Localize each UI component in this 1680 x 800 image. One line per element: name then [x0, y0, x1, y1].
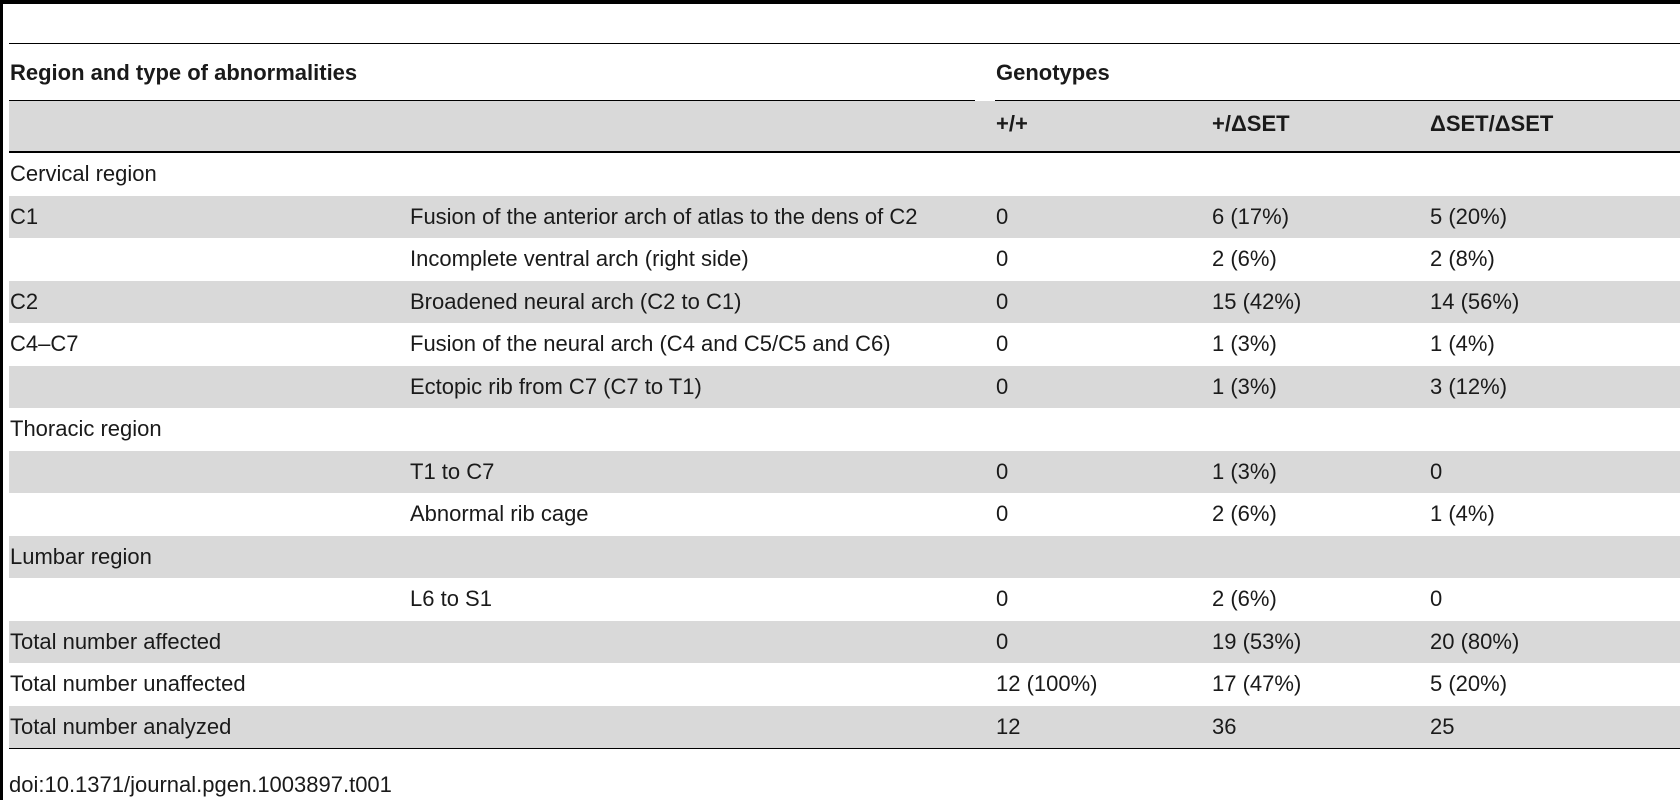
table-row: [9, 366, 1680, 409]
table-row: [9, 706, 1680, 749]
region-cell: C2: [10, 288, 39, 314]
table-row: [9, 493, 1680, 536]
doi-text: doi:10.1371/journal.pgen.1003897.t001: [9, 772, 392, 797]
het-cell: 1 (3%): [1212, 373, 1277, 399]
region-cell: Thoracic region: [10, 416, 162, 441]
abnormality-cell: Fusion of the anterior arch of atlas to the dens of C2: [410, 203, 918, 229]
table-row: [9, 196, 1680, 239]
table-row: [9, 663, 1680, 706]
genotype-subheader-row: [9, 101, 1680, 151]
hom-cell: 0: [1430, 586, 1443, 611]
left-border: [0, 0, 3, 800]
top-border: [0, 0, 1680, 4]
region-cell: Total number affected: [10, 628, 222, 654]
region-cell: C4–C7: [10, 331, 79, 356]
abnormality-cell: T1 to C7: [410, 458, 495, 484]
table-row: [9, 238, 1680, 281]
het-cell: 17 (47%): [1212, 671, 1302, 696]
table-row: [9, 621, 1680, 664]
abnormality-cell: Abnormal rib cage: [410, 501, 589, 526]
table-row: [9, 281, 1680, 324]
hom-cell: 0: [1430, 458, 1443, 484]
hom-cell: 2 (8%): [1430, 246, 1495, 271]
table-row: [9, 451, 1680, 494]
abnormality-cell: L6 to S1: [410, 586, 492, 611]
table-body: [9, 153, 1680, 748]
region-cell: Lumbar region: [10, 543, 152, 569]
genotype-column-wt: +/+: [996, 111, 1028, 136]
wt-cell: 0: [996, 246, 1009, 271]
genotype-column-het: +/ΔSET: [1212, 111, 1290, 136]
region-cell: C1: [10, 203, 39, 229]
hom-cell: 20 (80%): [1430, 628, 1520, 654]
hom-cell: 3 (12%): [1430, 373, 1508, 399]
hom-cell: 14 (56%): [1430, 288, 1520, 314]
table-row: [9, 536, 1680, 579]
table-row: [9, 323, 1680, 366]
het-cell: 15 (42%): [1212, 288, 1302, 314]
wt-cell: 0: [996, 501, 1009, 526]
het-cell: 19 (53%): [1212, 628, 1302, 654]
table-row: [9, 578, 1680, 621]
hom-cell: 1 (4%): [1430, 331, 1495, 356]
region-cell: Cervical region: [10, 161, 157, 186]
table-bottom-rule: [9, 748, 1680, 749]
wt-cell: 0: [996, 203, 1009, 229]
table-row: [9, 408, 1680, 451]
wt-cell: 12: [996, 713, 1021, 739]
wt-cell: 0: [996, 586, 1009, 611]
genotypes-header: Genotypes: [996, 60, 1110, 85]
abnormalities-table: [9, 43, 1680, 749]
het-cell: 1 (3%): [1212, 458, 1277, 484]
wt-cell: 12 (100%): [996, 671, 1098, 696]
het-cell: 2 (6%): [1212, 501, 1277, 526]
abnormality-cell: Fusion of the neural arch (C4 and C5/C5 and C6): [410, 331, 891, 356]
abnormality-cell: Ectopic rib from C7 (C7 to T1): [410, 373, 702, 399]
het-cell: 2 (6%): [1212, 246, 1277, 271]
hom-cell: 5 (20%): [1430, 203, 1508, 229]
wt-cell: 0: [996, 331, 1009, 356]
het-cell: 6 (17%): [1212, 203, 1290, 229]
het-cell: 36: [1212, 713, 1237, 739]
hom-cell: 5 (20%): [1430, 671, 1508, 696]
wt-cell: 0: [996, 288, 1009, 314]
abnormality-cell: Incomplete ventral arch (right side): [410, 246, 749, 271]
genotype-column-hom: ΔSET/ΔSET: [1430, 111, 1554, 136]
region-cell: Total number analyzed: [10, 713, 232, 739]
hom-cell: 1 (4%): [1430, 501, 1495, 526]
het-cell: 1 (3%): [1212, 331, 1277, 356]
abnormality-cell: Broadened neural arch (C2 to C1): [410, 288, 742, 314]
hom-cell: 25: [1430, 713, 1455, 739]
region-cell: Total number unaffected: [10, 671, 246, 696]
table-row: [9, 153, 1680, 196]
wt-cell: 0: [996, 458, 1009, 484]
het-cell: 2 (6%): [1212, 586, 1277, 611]
wt-cell: 0: [996, 628, 1009, 654]
table-header-row: [9, 44, 1680, 101]
region-header: Region and type of abnormalities: [10, 60, 358, 85]
wt-cell: 0: [996, 373, 1009, 399]
